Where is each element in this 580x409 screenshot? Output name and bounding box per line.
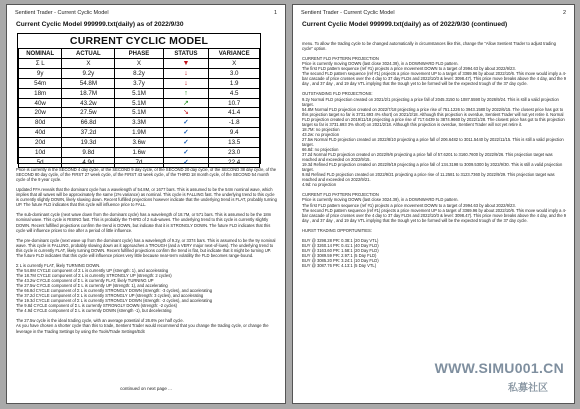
actual-cell: 43.2w (62, 98, 115, 108)
table-row (19, 98, 260, 108)
watermark-sub: 私募社区 (508, 383, 548, 394)
watermark-site: WWW.SIMU001.CN (434, 360, 564, 376)
status-cell (163, 78, 209, 88)
cyclic-model-table (18, 48, 260, 168)
variance-cell: 23.0 (209, 148, 260, 158)
nominal-cell: 40d (19, 128, 62, 138)
variance-cell: X (209, 59, 260, 69)
variance-cell: 13.5 (209, 138, 260, 148)
table-row (19, 157, 260, 167)
nominal-cell: 5d (19, 157, 62, 167)
down-arrow-icon: ↓ (184, 79, 188, 87)
table-row (19, 78, 260, 88)
variance-cell: 9.4 (209, 128, 260, 138)
nominal-cell: 18m (19, 88, 62, 98)
page-2-body-text: menu. To allow the trading cycle to be changed automatically in circumstances like this, change the "Allow Sentient Trader to adjust trading cycle" option. CURRENT FLD PATTERN PROJECTION Price is currently moving DOWN (last close 3024.39), in a DOWNWARD FLD pattern. The first FLD pattern sequence (ref #1) projects a price movement DOWN to a target of 2994.63 by about 2022/9/23. The second FLD pattern sequence (ref #1) projects a price movement UP to a target of 3369.96 by about 2022/10/6. This move would imply a 4-bar cascade of price crosses over the 4 day to 37 day FLDs and 2022/10/3 & level: 3098.47). This price move breaks above the 4 day, and the 9 day , and 37 day , and 19 day VTL implying that the trough yet to be formed will be the expected trough of the 37 day cycle. OUTSTANDING FLD PROJECTIONS: 9.2y Normal FLD projection created on 2021/2/1 projecting a price fall of 2045.3150 to 1087.5590 by 2026/9/24. This is still a valid projection target. 54.8M Normal FLD projection created on 2022/7/18 projecting a price rise of 751.1226 to 3943.1580 by 2022/6/15. The closest price has got to this projection target so far is 3731.693 4% short) on 2021/2/18. Although this projection is overdue, Sentient Trader will not yet retire it. Normal FLD projection created on 2019/11/18 projecting a price rise of 717.6439 to 3874.9660 by 2022/1/28. The closest price has got to this projection target so far is 3731.693 3% short) on 2021/2/18. Although this projection is overdue, Sentient Trader will not yet retire it. 18.7M: no projection 43.2w: no projection 27.5w Normal FLD projection created on 2022/8/10 projecting a price fall of 206.6482 to 3011.5440 by 2022/11/15. This is still a valid projection target. 66.8d: no projection 37.2d Normal FLD projection created on 2022/9/6 projecting a price fall of 57.6201 to 3160.7600 by 2022/9/26. This projection target was reached and exceeded on 2022/9/15. 19.3d Refined FLD projection created on 2022/9/19 projecting a price fall of 134.3198 to 3009.5300 by 2022/9/30. This is still a valid projection target. 9.8d Refined FLD projection created on 2022/9/21 projecting a price rise of 11.2581 to 3123.7360 by 2022/9/29. This projection target was reached and exceeded on 2022/9/21. 4.9d: no projection CURRENT FLD PATTERN PROJECTION Price is currently moving DOWN (last close 3024.39), in a DOWNWARD FLD pattern. The first FLD pattern sequence (ref #1) projects a price movement DOWN to a target of 2994.63 by about 2022/9/23. The second FLD pattern sequence (ref #1) projects a price movement UP to a target of 3369.96 by about 2022/10/6. This move would imply a 4-bar cascade of price crosses over the 4 day to 37 day FLDs and 2022/10/3 & level: 3098.47). This price move breaks above the 4 day, and the 9 day , and 37 day , and 19 day VTL implying that the trough yet to be formed will be the expected trough of the 37 day cycle. HURST TRADING OPPORTUNITIES: BUY @ 3298.28 PR: 0.38:1 (20 Day VTL) BUY @ 3260.14 PR: 0.41:1 (40 Day FLD) BUY @ 3163.60 PR: 1.58:1 (20 Day FLD) BUY @ 3089.59 PR: 2.97:1 (5 Day FLD) BUY @ 3085.20 PR: 3.24:1 (10 Day FLD) BUY @ 3087.76 PR: 4.13:1 (5 Day VTL) (302, 41, 567, 269)
status-cell (163, 128, 209, 138)
variance-cell: -1.8 (209, 118, 260, 128)
actual-cell: 18.7M (62, 88, 115, 98)
actual-cell: 19.3d (62, 138, 115, 148)
table-row (19, 68, 260, 78)
up-arrow-icon: ↗ (183, 99, 189, 107)
table-row (19, 128, 260, 138)
check-icon: ✓ (183, 129, 189, 137)
table-body (19, 59, 260, 168)
phase-cell: 5.1M (115, 108, 163, 118)
status-cell (163, 148, 209, 158)
check-icon: ✓ (183, 119, 189, 127)
variance-cell: 22.4 (209, 157, 260, 167)
actual-cell: 9.8d (62, 148, 115, 158)
nominal-cell: 20w (19, 108, 62, 118)
nominal-cell: 9y (19, 68, 62, 78)
check-icon: ✓ (183, 158, 189, 166)
status-cell (163, 138, 209, 148)
down-arrow-icon: ▼ (182, 59, 190, 67)
column-header: VARIANCE (209, 49, 260, 59)
up-arrow-icon: ↑ (184, 89, 188, 97)
column-header: NOMINAL (19, 49, 62, 59)
nominal-cell: 40w (19, 98, 62, 108)
phase-cell: 3.6w (115, 138, 163, 148)
actual-cell: X (62, 59, 115, 69)
phase-cell: 7d (115, 157, 163, 167)
phase-cell: 1.6w (115, 148, 163, 158)
status-cell (163, 88, 209, 98)
page-1-body-text: Price is currently in the SECOND 4 day cycle, of the SECOND 9 day cycle, of the SECOND 20 day cycle, of the SECOND 38 day cycle, of the SECOND 80 day cycle, of the FIRST 27 week cycle, of the FIRST 43 week cycle, of the THIRD 18 month cycle, of the SECOND 54 month cycle of the 9 year cycle. Updated FFA reveals that the dominant cycle has a wavelength of 54.8M, or 1677 bars. This is assumed to be the 54m nominal wave, which implies that all waves will be approximately the same (2% variance) as nominal. This cycle is FALLING fast. The underlying trend to this cycle is currently slightly DOWN, likely slowing down. Recent fulfilled projections however indicate that the underlying trend is FLAT, probably turning UP. The future FLD indicates that this cycle will influence price to FALL. The sub-dominant cycle (next wave down from the dominant cycle) has a wavelength of 18.7M, or 571 bars. This is assumed to be the 18m nominal wave. This cycle is RISING fast. This is probably the THIRD of 2 sub-waves. The underlying trend to this cycle is currently slightly DOWN. Recent fulfilled projections confirm the trend is DOWN, but indicate that it is STRONGLY DOWN. The future FLD indicates that this cycle will influence prices to rise after a period of little influence. The pre-dominant cycle (next wave up from the dominant cycle) has a wavelength of 9.2y, or 3374 bars. This is assumed to be the 9y nominal wave. This cycle is FALLING, probably slowing down as it approaches a TROUGH (and a VERY major next-of-lows). The underlying trend to this cycle is currently FLAT, likely turning DOWN. Recent fulfilled projections confirm the trend is flat, but indicate that it might be turning UP. The future FLD indicates that this cycle will influence prices very little because near-term volatility the FLD becomes range-bound. Σ L is currently FLAT, likely TURNING DOWN. The 54.8M CYCLE component of Σ L is currently UP (strength: 1), and accelerating The 18.7M CYCLE component of Σ L is currently STRONGLY UP (strength: 2 cycles) The 43.2w CYCLE component of Σ L is currently FLAT, likely TURNING UP The 27.5w CYCLE component of Σ L is currently UP (strength: 1), and accelerating The 66.8d CYCLE component of Σ L is currently STRONGLY DOWN (strength: -3 cycles), and accelerating The 37.2d CYCLE component of Σ L is currently STRONGLY UP (strength: 3 cycles), and accelerating The 19.3d CYCLE component of Σ L is currently STRONGLY DOWN (strength: -2 cycles), and accelerating The 9.8d CYCLE component of Σ L is currently STRONGLY DOWN (strength: -2 cycles) The 4.9d CYCLE component of Σ L is currently DOWN (strength -1), but decelerating The 27.5w cycle is the ideal trading cycle, with an average potential of 26.6% per half cycle. As you have chosen a shorter cycle than this to trade, Sentient Trader would recommend that you change the trading cycle, or change the leverage in the Trading Settings by using the Tools/Trade Settings/Edit (16, 167, 277, 334)
variance-cell: 10.7 (209, 98, 260, 108)
column-header: ACTUAL (62, 49, 115, 59)
report-page-2 (292, 4, 575, 404)
phase-cell: 5.1M (115, 88, 163, 98)
report-page-1 (6, 4, 286, 404)
status-cell (163, 68, 209, 78)
continued-note: continued on next page ... (120, 386, 172, 391)
page-header-title: Sentient Trader - Current Cyclic Model (15, 10, 109, 16)
report-title: Current Cyclic Model 999999.txt(daily) as of 2022/9/30 (16, 21, 184, 28)
table-row (19, 138, 260, 148)
status-cell (163, 98, 209, 108)
variance-cell: 1.9 (209, 78, 260, 88)
actual-cell: 27.5w (62, 108, 115, 118)
table-row (19, 118, 260, 128)
column-header: PHASE (115, 49, 163, 59)
cyclic-model-table-frame (17, 33, 261, 164)
actual-cell: 37.2d (62, 128, 115, 138)
actual-cell: 9.2y (62, 68, 115, 78)
variance-cell: 3.0 (209, 68, 260, 78)
status-cell (163, 108, 209, 118)
phase-cell: 8.2y (115, 68, 163, 78)
actual-cell: 4.9d (62, 157, 115, 167)
nominal-cell: 54m (19, 78, 62, 88)
table-row (19, 88, 260, 98)
phase-cell: 3.7y (115, 78, 163, 88)
table-row (19, 148, 260, 158)
down-arrow-icon: ↘ (183, 109, 189, 117)
phase-cell: X (115, 59, 163, 69)
actual-cell: 54.8M (62, 78, 115, 88)
page-number: 1 (273, 10, 277, 16)
status-cell (163, 59, 209, 69)
status-cell (163, 118, 209, 128)
page-number: 2 (562, 10, 566, 16)
phase-cell: 3.3M (115, 118, 163, 128)
table-header-row (19, 49, 260, 59)
table-row (19, 59, 260, 69)
nominal-cell: 80d (19, 118, 62, 128)
table-row (19, 108, 260, 118)
down-arrow-icon: ↓ (184, 69, 188, 77)
actual-cell: 66.8d (62, 118, 115, 128)
variance-cell: 41.4 (209, 108, 260, 118)
phase-cell: 5.1M (115, 98, 163, 108)
cyclic-model-heading: CURRENT CYCLIC MODEL (69, 35, 209, 47)
phase-cell: 1.9M (115, 128, 163, 138)
status-cell (163, 157, 209, 167)
nominal-cell: 20d (19, 138, 62, 148)
column-header: STATUS (163, 49, 209, 59)
page-header-title: Sentient Trader - Current Cyclic Model (301, 10, 395, 16)
variance-cell: 4.5 (209, 88, 260, 98)
check-icon: ✓ (183, 139, 189, 147)
report-title-continued: Current Cyclic Model 999999.txt(daily) as of 2022/9/30 (continued) (302, 21, 508, 28)
nominal-cell: 10d (19, 148, 62, 158)
nominal-cell: Σ L (19, 59, 62, 69)
check-icon: ✓ (183, 148, 189, 156)
